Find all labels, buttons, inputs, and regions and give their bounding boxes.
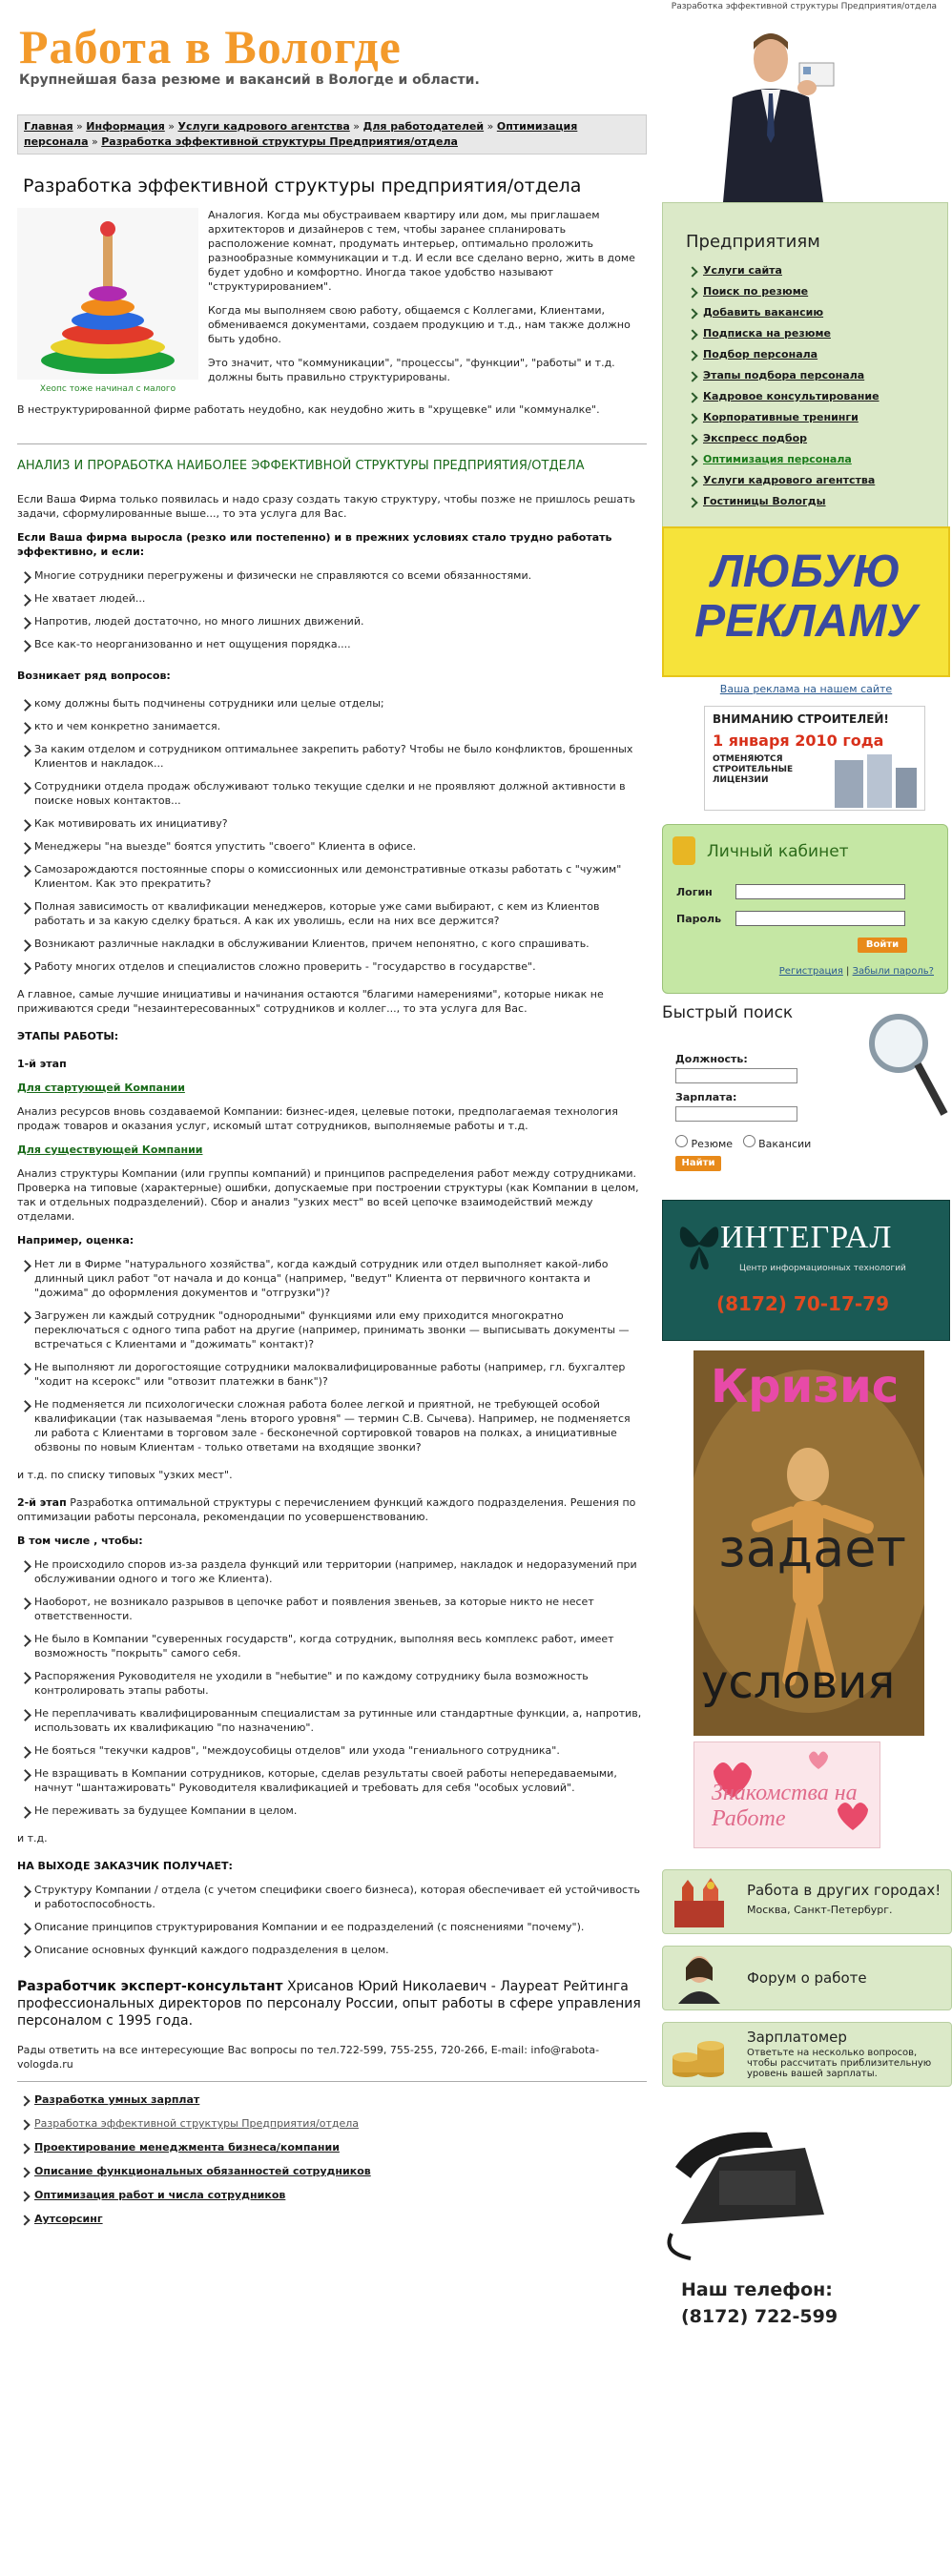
breadcrumb-sep: » (486, 120, 494, 133)
pyramid-toy-icon (17, 208, 198, 380)
list-item: Нет ли в Фирме "натурального хозяйства", когда каждый сотрудник или отдел выполняет какой-либо длинный цикл работ "от начала и до конца" (например, "ведут" Клиента от первичного контакта и "дожима" до оформления документов и "отгрузки")? (17, 1257, 647, 1300)
coins-icon (669, 2029, 730, 2080)
list-item: Менеджеры "на выезде" боятся упустить "своего" Клиента в офисе. (17, 839, 647, 854)
salary-input[interactable] (675, 1106, 797, 1122)
list-item: Сотрудники отдела продаж обслуживают только текущие сделки и не проявляют должной активности в поиске новых контактов... (17, 779, 647, 808)
promo-other-cities[interactable] (662, 1869, 952, 1934)
list-item: Напротив, людей достаточно, но много лишних движений. (17, 614, 647, 629)
paragraph-p4: и т.д. по списку типовых "узких мест". (17, 1469, 233, 1481)
example-title: Например, оценка: (17, 1234, 135, 1247)
page-tag: Разработка эффективной структуры Предприятия/отдела (671, 2, 937, 11)
existing-text: Анализ структуры Компании (или группы компаний) и принципов распределения работ между сотрудниками. Проверка на типовые (характерные) ошибки, допускаемые при построении структуры (как Компании в целом, так и отдельных подразделений). Сбор и анализ "узких мест" во всей цепочке взаимодействий между отделами. (17, 1167, 639, 1223)
list-item: Все как-то неорганизованно и нет ощущения порядка.... (17, 637, 647, 651)
startup-text: Анализ ресурсов вновь создаваемой Компании: бизнес-идея, целевые потоки, предполагаемая технология продаж товаров и оказания услуг, искомый штат сотрудников, выполняемые работы и т.д. (17, 1105, 618, 1132)
intro-paragraph-3: Это значит, что "коммуникации", "процессы", "функции", "работы" и т.д. должны быть правильно структурированы. (208, 357, 615, 383)
related-link[interactable]: Проектирование менеджмента бизнеса/компании (34, 2141, 340, 2154)
menu-item[interactable]: Подбор персонала (703, 348, 818, 361)
enterprises-box (662, 202, 948, 529)
menu-item[interactable]: Услуги кадрового агентства (703, 474, 876, 486)
crisis-line-1: Кризис (711, 1360, 900, 1413)
radio-vacancy-input[interactable] (743, 1135, 755, 1147)
password-input[interactable] (735, 911, 905, 926)
ad-banner-any-advertising[interactable] (662, 526, 950, 677)
breadcrumb (17, 114, 647, 155)
related-links (17, 2081, 647, 2226)
menu-item[interactable]: Услуги сайта (703, 264, 782, 277)
breadcrumb-employers[interactable]: Для работодателей (362, 120, 485, 133)
kremlin-icon (669, 1876, 730, 1927)
search-button[interactable]: Найти (675, 1156, 721, 1171)
menu-item[interactable]: Экспресс подбор (703, 432, 808, 444)
butterfly-icon (676, 1214, 722, 1271)
promo-salary-meter[interactable] (662, 2022, 952, 2087)
separator: | (846, 966, 850, 977)
list-item: Описание основных функций каждого подразделения в целом. (17, 1943, 647, 1957)
ad-banner-crisis[interactable] (693, 1350, 924, 1736)
paragraph-p1: Если Ваша Фирма только появилась и надо сразу создать такую структуру, чтобы позже не пришлось решать задачи, сформулированные выше..., то эта услуга для Вас. (17, 493, 635, 520)
stage2-title: 2-й этап (17, 1496, 67, 1509)
integral-name: ИНТЕГРАЛ (720, 1220, 893, 1255)
cabinet-links (676, 966, 934, 977)
page-title: Разработка эффективной структуры предприятия/отдела (23, 175, 582, 196)
list-item: Не переплачивать квалифицированным специалистам за рутинные или стандартные функции, а, напротив, использовать их квалификацию "по назначению". (17, 1706, 647, 1735)
intro-paragraph-1: Аналогия. Когда мы обустраиваем квартиру или дом, мы приглашаем архитекторов и дизайнеров с тем, чтобы заранее спланировать расположение комнат, продумать интерьер, оптимально проложить разнообразные коммуникации и т.д. И если все сделано верно, жить в доме будет удобно и комфортно. Иногда такое удобство называют "структурированием". (208, 209, 635, 293)
quick-search-title: Быстрый поиск (662, 1003, 794, 1022)
phone-label: Наш телефон: (681, 2279, 833, 2300)
breadcrumb-sep: » (353, 120, 361, 133)
list-item: Не было в Компании "суверенных государств", когда сотрудник, выполняя весь комплекс работ, имеет возможность "покрыть" самого себя. (17, 1632, 647, 1660)
integral-phone: (8172) 70-17-79 (716, 1292, 890, 1315)
related-link[interactable]: Описание функциональных обязанностей сотрудников (34, 2165, 371, 2177)
list-item: Не подменяется ли психологически сложная работа более легкой и приятной, не требующей особой квалификации (так называемая "лень второго уровня" — термин С.В. Сычева). Например, не подменяется ли работа с Клиентами в торговом зале - бесконечной сортировкой товаров на полках, а инициативные обзвоны по новым Клиентам - только ответами на входящие звонки? (17, 1397, 647, 1454)
problems-list (17, 568, 647, 651)
position-input[interactable] (675, 1068, 797, 1083)
phone-number: (8172) 722-599 (681, 2306, 838, 2327)
list-item: кто и чем конкретно занимается. (17, 719, 647, 733)
dating-text: Знакомства на Работе (712, 1781, 858, 1831)
related-link[interactable]: Разработка умных зарплат (34, 2093, 200, 2106)
list-item: Полная зависимость от квалификации менеджеров, которые уже сами выбирают, с кем из Клиентов работать и за какую сделку браться. А как их уволишь, если на них все держится? (17, 899, 647, 928)
list-item: Распоряжения Руководителя не уходили в "небытие" и по каждому сотруднику была возможность контролировать этапы работы. (17, 1669, 647, 1698)
list-item: Наоборот, не возникало разрывов в цепочке работ и появления звеньев, за которые никто не несет ответственности. (17, 1595, 647, 1623)
radio-resume-label: Резюме (691, 1138, 734, 1150)
ad-banner-integral[interactable] (662, 1200, 950, 1341)
etc-text: и т.д. (17, 1832, 48, 1844)
list-item: Загружен ли каждый сотрудник "однородными" функциями или ему приходится многократно переключаться с одного типа работ на другие (например, принимать звонки — выписывать документы — встречаться с Клиентами и "дожимать" контакт)? (17, 1309, 647, 1351)
list-item: Многие сотрудники перегружены и физически не справляются со всеми обязанностями. (17, 568, 647, 583)
stage2-text: Разработка оптимальной структуры с перечислением функций каждого подразделения. Решения по оптимизации работы персонала, рекомендации по усовершенствованию. (17, 1496, 636, 1523)
intro-paragraph-2: Когда мы выполняем свою работу, общаемся с Коллегами, Клиентами, обмениваемся документами, создаем продукцию и т.д., нам также должно быть удобно. (208, 304, 631, 345)
promo-forum[interactable] (662, 1946, 952, 2010)
menu-item[interactable]: Поиск по резюме (703, 285, 809, 298)
list-item: Не происходило споров из-за раздела функций или территории (например, накладок и недоразумений при обслуживании одного и того же Клиента). (17, 1557, 647, 1586)
ad2-date: 1 января 2010 года (713, 732, 884, 750)
login-button[interactable]: Войти (858, 938, 907, 953)
site-logo[interactable]: Работа в Вологде (19, 20, 402, 73)
related-link[interactable]: Оптимизация работ и числа сотрудников (34, 2189, 286, 2201)
list-item: Не взращивать в Компании сотрудников, которые, сделав результаты своей работы непередаваемыми, начнут "шантажировать" Руководителя квалификацией и требовать для себя "особых условий". (17, 1766, 647, 1795)
promo1-title: Работа в других городах! (747, 1882, 942, 1899)
intro-block (17, 208, 647, 417)
ad-link[interactable]: Ваша реклама на нашем сайте (719, 683, 893, 695)
section-title: АНАЛИЗ И ПРОРАБОТКА НАИБОЛЕЕ ЭФФЕКТИВНОЙ СТРУКТУРЫ ПРЕДПРИЯТИЯ/ОТДЕЛА (17, 443, 647, 475)
enterprises-menu (686, 263, 924, 509)
radio-vacancy[interactable] (743, 1138, 812, 1150)
telephone-icon (662, 2119, 834, 2262)
building-icon (829, 754, 921, 808)
radio-resume-input[interactable] (675, 1135, 688, 1147)
list-item: Не хватает людей... (17, 591, 647, 606)
menu-item-active[interactable]: Оптимизация персонала (703, 453, 852, 465)
related-link[interactable]: Аутсорсинг (34, 2213, 103, 2225)
developer-info (17, 1978, 647, 2030)
list-item: Самозарождаются постоянные споры о комиссионных или демонстративные отказы работать с "чужим" Клиентом. Как это прекратить? (17, 862, 647, 891)
breadcrumb-current[interactable]: Разработка эффективной структуры Предприятия/отдела (101, 135, 458, 148)
integral-subtitle: Центр информационных технологий (739, 1264, 906, 1273)
questions-title: Возникает ряд вопросов: (17, 670, 171, 682)
image-caption: Хеопс тоже начинал с малого (39, 384, 176, 394)
pyramid-image (17, 208, 198, 399)
contact-text: Рады ответить на все интересующие Вас вопросы по тел.722-599, 755-255, 720-266, E-mail: info@rabota-vologda.ru (17, 2044, 600, 2071)
enterprises-title: Предприятиям (686, 232, 820, 252)
lock-icon (673, 836, 695, 865)
crisis-line-2: задает (718, 1518, 906, 1578)
register-link[interactable]: Регистрация (778, 966, 843, 977)
forgot-password-link[interactable]: Забыли пароль? (852, 966, 934, 977)
ad-banner-dating[interactable] (693, 1741, 880, 1848)
ad2-sub: ОТМЕНЯЮТСЯ СТРОИТЕЛЬНЫЕ ЛИЦЕНЗИИ (713, 754, 794, 785)
client-title: НА ВЫХОДЕ ЗАКАЗЧИК ПОЛУЧАЕТ: (17, 1860, 233, 1872)
list-item: За каким отделом и сотрудником оптимальнее закрепить работу? Чтобы не было конфликтов, брошенных Клиентов и накладок... (17, 742, 647, 771)
crisis-line-3: условия (701, 1656, 896, 1709)
contact-phone-block (662, 2119, 948, 2327)
promo2-title: Форум о работе (747, 1969, 867, 1987)
list-item: Возникают различные накладки в обслуживании Клиентов, причем непонятно, с кого спрашивать. (17, 937, 647, 951)
questions-list (17, 696, 647, 974)
developer-text: Хрисанов Юрий Николаевич - Лауреат Рейтинга профессиональных директоров по персоналу России, опыт работы в сфере управления персоналом с 1995 года. (17, 1979, 641, 2029)
list-item: Не выполняют ли дорогостоящие сотрудники малоквалифицированные работы (например, гл. бухгалтер "ходит на ксерокс" или "отвозит платежки в банк")? (17, 1360, 647, 1389)
promo1-subtitle: Москва, Санкт-Петербург. (747, 1904, 893, 1916)
woman-thinking-icon (669, 1952, 730, 2004)
example-list (17, 1257, 647, 1454)
menu-item[interactable]: Гостиницы Вологды (703, 495, 826, 507)
stage1-title: 1-й этап (17, 1058, 67, 1070)
list-item: Структуру Компании / отдела (с учетом специфики своего бизнеса), которая обеспечивает ей устойчивость и работоспособность. (17, 1883, 647, 1911)
breadcrumb-optimization[interactable]: Оптимизация персонала (24, 120, 578, 148)
site-slogan: Крупнейшая база резюме и вакансий в Вологде и области. (19, 72, 480, 88)
position-label: Должность: (675, 1053, 748, 1065)
ad-line-2: РЕКЛАМУ (694, 596, 918, 647)
promo3-title: Зарплатомер (747, 2029, 847, 2046)
breadcrumb-home[interactable]: Главная (24, 120, 73, 133)
login-label: Логин (676, 886, 713, 898)
password-label: Пароль (676, 913, 722, 925)
list-item: Работу многих отделов и специалистов сложно проверить - "государство в государстве". (17, 959, 647, 974)
radio-vacancy-label: Вакансии (758, 1138, 812, 1150)
quick-search (662, 1003, 952, 1185)
stages-title: ЭТАПЫ РАБОТЫ: (17, 1030, 119, 1042)
list-item: Не бояться "текучки кадров", "междоусобицы отделов" или ухода "гениального сотрудника". (17, 1743, 647, 1758)
breadcrumb-sep: » (92, 135, 98, 148)
promo3-subtitle: Ответьте на несколько вопросов, чтобы рассчитать приблизительную уровень вашей зарплаты. (747, 2048, 932, 2079)
main-content (17, 162, 647, 2236)
paragraph-p3: А главное, самые лучшие инициативы и начинания остаются "благими намерениями", которые никак не приживаются среди "незаинтересованных" сотрудников и коллег..., то эта услуга для Вас. (17, 988, 604, 1015)
menu-item[interactable]: Добавить вакансию (703, 306, 824, 319)
menu-item[interactable]: Кадровое консультирование (703, 390, 880, 402)
startup-label: Для стартующей Компании (17, 1082, 185, 1094)
including-title: В том числе , чтобы: (17, 1535, 143, 1547)
paragraph-p2: Если Ваша фирма выросла (резко или постепенно) и в прежних условиях стало трудно работать эффективно, и если: (17, 531, 612, 558)
breadcrumb-agency[interactable]: Услуги кадрового агентства (177, 120, 350, 133)
ad2-title: ВНИМАНИЮ СТРОИТЕЛЕЙ! (713, 712, 889, 726)
salary-label: Зарплата: (675, 1091, 737, 1103)
list-item: Не переживать за будущее Компании в целом. (17, 1803, 647, 1818)
businessman-photo (704, 21, 857, 202)
including-list (17, 1557, 647, 1818)
menu-item[interactable]: Этапы подбора персонала (703, 369, 865, 381)
breadcrumb-sep: » (168, 120, 176, 133)
login-input[interactable] (735, 884, 905, 899)
ad-line-1: ЛЮБУЮ (711, 546, 901, 597)
list-item: Описание принципов структурирования Компании и ее подразделений (с пояснениями "почему"). (17, 1920, 647, 1934)
breadcrumb-info[interactable]: Информация (86, 120, 165, 133)
list-item: Как мотивировать их инициативу? (17, 816, 647, 831)
list-item: кому должны быть подчинены сотрудники или целые отделы; (17, 696, 647, 711)
breadcrumb-sep: » (76, 120, 83, 133)
ad-banner-builders[interactable] (704, 706, 925, 811)
menu-item[interactable]: Корпоративные тренинги (703, 411, 859, 423)
magnifier-icon (862, 1011, 948, 1118)
client-list (17, 1883, 647, 1957)
menu-item[interactable]: Подписка на резюме (703, 327, 831, 340)
radio-resume[interactable] (675, 1138, 733, 1150)
intro-tail: В неструктурированной фирме работать неудобно, как неудобно жить в "хрущевке" или "коммуналке". (17, 403, 600, 416)
existing-label: Для существующей Компании (17, 1144, 203, 1156)
developer-label: Разработчик эксперт-консультант (17, 1979, 283, 1994)
cabinet-title: Личный кабинет (707, 842, 849, 861)
related-link-current[interactable]: Разработка эффективной структуры Предприятия/отдела (34, 2117, 360, 2130)
personal-cabinet (662, 824, 948, 994)
search-type (675, 1135, 811, 1150)
